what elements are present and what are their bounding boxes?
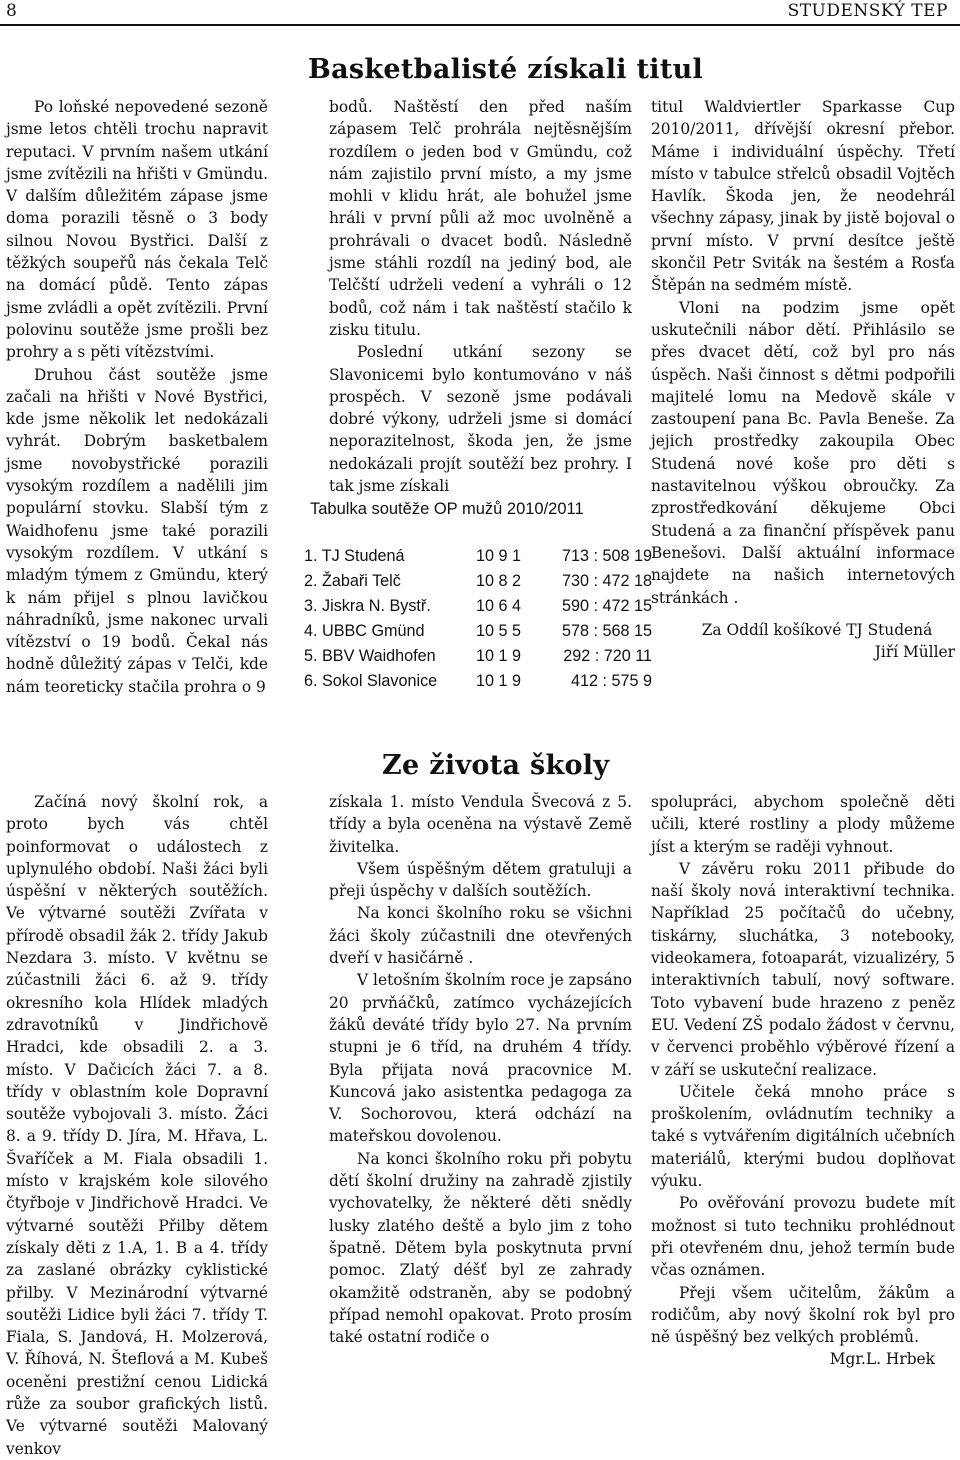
paragraph: Po loňské nepovedené sezoně jsme letos chtěli trochu napravit reputaci. V prvním našem utkání jsme zvítězili na hřišti v Gmündu. V dalším důležitém zápase jsme doma porazili těsně o 3 body silnou Novou Bystřici. Další z těžkých soupeřů nás čekala Telč na domácí půdě. Tento zápas jsme zvládli a opět zvítězili. První polovinu soutěže jsme prošli bez prohry a s pěti vítězstvími.	[6, 98, 268, 362]
table-row	[304, 544, 654, 569]
publication-name: STUDENSKÝ TEP	[787, 1, 948, 21]
table-row	[304, 594, 654, 619]
team-score: 730 : 472 18	[561, 572, 652, 590]
team-score: 590 : 472 15	[561, 597, 652, 615]
league-table	[304, 544, 654, 694]
paragraph: získala 1. místo Vendula Švecová z 5. třídy a byla oceněna na výstavě Země živitelka.	[329, 793, 632, 856]
paragraph: Učitele čeká mnoho práce s proškolením, ovládnutím techniky a také s vytvářením digitálních učebních materiálů, kterými budou doplňovat výuku.	[651, 1082, 955, 1191]
team-record: 10 5 5	[476, 622, 522, 640]
paragraph: Na konci školního roku se všichni žáci školy zúčastnili dne otevřených dveří v hasičárně .	[329, 904, 632, 968]
team-name: 6. Sokol Slavonice	[304, 672, 438, 690]
article-title-school: Ze života školy	[382, 750, 610, 781]
table-row	[304, 644, 654, 669]
team-name: 4. UBBC Gmünd	[304, 622, 425, 640]
paragraph: Druhou část soutěže jsme začali na hřišti v Nové Bystřici, kde jsme několik let nedokázali vyhrát. Dobrým basketbalem jsme novobystřické porazili vysokým rozdílem a nadělili jim populární stovku. Slabší tým z Waidhofenu jsme také porazili vysokým rozdílem. V utkání s mladým týmem z Gmündu, který k nám přijel s plnou lavičkou náhradníků, jsme nakonec urvali vítězství o 19 bodů. Čekal nás hodně důležitý zápas v Telči, kde nám teoreticky stačila prohra o 9	[6, 365, 268, 696]
paragraph: Přeji všem učitelům, žákům a rodičům, aby nový školní rok byl pro ně úspěšný bez velkých problémů.	[651, 1283, 955, 1347]
team-score: 578 : 568 15	[561, 622, 652, 640]
basketball-column-1	[6, 96, 268, 698]
page-number: 8	[6, 1, 17, 21]
article-title-basketball: Basketbalisté získali titul	[308, 54, 704, 85]
paragraph: spolupráci, abychom společně děti učili, které rostliny a plody můžeme jíst a kterým se raději vyhnout.	[651, 793, 955, 856]
signature-author: Jiří Müller	[874, 643, 955, 662]
school-column-2	[329, 791, 632, 1348]
header-rule	[0, 24, 960, 26]
team-record: 10 6 4	[476, 597, 522, 615]
paragraph: Začíná nový školní rok, a proto bych vás chtěl poinformovat o událostech z uplynulého období. Naši žáci byli úspěšní v některých soutěžích. Ve výtvarné soutěži Zvířata v přírodě obsadil žák 2. třídy Jakub Nezdara 3. místo. V květnu se zúčastnili žáci 6. až 9. třídy okresního kola Hlídek mladých zdravotníků v Jindřichově Hradci, kde obsadili 2. a 3. místo. V Dačicích žáci 7. a 8. třídy v oblastním kole Dopravní soutěže vybojovali 3. místo. Žáci 8. a 9. třídy D. Jíra, M. Hřava, L. Švaříček a M. Fiala obsadili 1. místo v krajském kole silového čtyřboje v Jindřichově Hradci. Ve výtvarné soutěži Přilby dětem získaly děti z 1.A, 1. B a 4. třídy za zaslané obrázky cyklistické přilby. V Mezinárodní výtvarné soutěži Lidice byli žáci 7. třídy T. Fiala, S. Jandová, H. Molzerová, V. Říhová, N. Šteflová a M. Kubeš oceněni prestižní cenou Lidická růže za soubor grafických listů. Ve výtvarné soutěži Malovaný venkov	[6, 793, 268, 1458]
team-name: 2. Žabaři Telč	[304, 572, 401, 590]
team-score: 412 : 575 9	[570, 672, 652, 690]
league-table-title: Tabulka soutěže OP mužů 2010/2011	[310, 500, 584, 518]
basketball-column-2	[329, 96, 632, 497]
paragraph: Vloni na podzim jsme opět uskutečnili nábor dětí. Přihlásilo se přes dvacet dětí, což byl pro nás úspěch. Naši činnost s dětmi podpořili majitelé lomu na Medově skále v zastoupení pana Bc. Pavla Beneše. Za jejich prostředky zakoupila Obec Studená nové koše pro děti s nastavitelnou výškou obroučky. Za zprostředkování děkujeme Obci Studená a za finanční příspěvek panu Benešovi. Další aktuální informace najdete na našich internetových stránkách .	[651, 298, 955, 607]
table-row	[304, 669, 654, 694]
paragraph: Všem úspěšným dětem gratuluji a přeji úspěchy v dalších soutěžích.	[329, 859, 632, 901]
table-row	[304, 569, 654, 594]
school-column-3	[651, 791, 955, 1371]
basketball-column-3	[651, 96, 955, 663]
signature-author: Mgr.L. Hrbek	[829, 1350, 935, 1369]
paragraph: titul Waldviertler Sparkasse Cup 2010/2011, dřívější okresní přebor. Máme i individuální úspěchy. Třetí místo v tabulce střelců obsadil Vojtěch Havlík. Škoda jen, že neodehrál všechny zápasy, jinak by jistě bojoval o první místo. V první desítce ještě skončil Petr Sviták na šestém a Rosťa Štěpán na sedmém místě.	[651, 98, 955, 295]
signature-club: Za Oddíl košíkové TJ Studená	[701, 620, 933, 639]
team-record: 10 8 2	[476, 572, 522, 590]
school-column-1	[6, 791, 268, 1460]
team-name: 1. TJ Studená	[304, 547, 405, 565]
team-score: 713 : 508 19	[561, 547, 652, 565]
team-record: 10 1 9	[476, 647, 522, 665]
team-record: 10 1 9	[476, 672, 522, 690]
paragraph: bodů. Naštěstí den před naším zápasem Telč prohrála nejtěsnějším rozdílem o jeden bod v Gmündu, což nám zajistilo první místo, a my jsme mohli v klidu hrát, ale bohužel jsme hráli v první půli až moc uvolněně a prohrávali o dvacet bodů. Následně jsme stáhli rozdíl na jediný bod, ale Telčští udrželi vedení a vyhráli o 12 bodů, což nám i tak naštěstí stačilo k zisku titulu.	[329, 98, 632, 339]
paragraph: V letošním školním roce je zapsáno 20 prvňáčků, zatímco vycházejících žáků deváté třídy bylo 27. Na prvním stupni je 6 tříd, na druhém 4 třídy. Byla přijata nová pracovnice M. Kuncová jako asistentka pedagoga za V. Sochorovou, která odchází na mateřskou dovolenou.	[329, 971, 632, 1146]
team-name: 5. BBV Waidhofen	[304, 647, 436, 665]
paragraph: Na konci školního roku při pobytu dětí školní družiny na zahradě zjistily vychovatelky, že některé děti snědly lusky zlatého deště a bylo jim z toho špatně. Dětem byla poskytnuta první pomoc. Zlatý déšť byl ze zahrady okamžitě odstraněn, aby se podobný případ nemohl opakovat. Proto prosím také ostatní rodiče o	[329, 1149, 632, 1347]
paragraph: Poslední utkání sezony se Slavonicemi bylo kontumováno v náš prospěch. V sezoně jsme podávali dobré výkony, udrželi jsme si domácí neporazitelnost, škoda jen, že jsme nedokázali projít soutěží bez prohry. I tak jsme získali	[329, 343, 632, 496]
team-record: 10 9 1	[476, 547, 522, 565]
team-score: 292 : 720 11	[563, 647, 652, 665]
team-name: 3. Jiskra N. Bystř.	[304, 597, 431, 615]
paragraph: Po ověřování provozu budete mít možnost si tuto techniku prohlédnout při otevřeném dnu, jehož termín bude včas oznámen.	[651, 1194, 955, 1280]
table-row	[304, 619, 654, 644]
paragraph: V závěru roku 2011 přibude do naší školy nová interaktivní technika. Například 25 počítačů do učebny, tiskárny, sluchátka, 3 notebooky, videokamera, fotoaparát, vizualizéry, 5 interaktivních tabulí, nový software. Toto vybavení bude hrazeno z peněz EU. Vedení ZŠ podalo žádost v červnu, v červenci proběhlo výběrové řízení a v září se uskuteční realizace.	[651, 859, 955, 1079]
